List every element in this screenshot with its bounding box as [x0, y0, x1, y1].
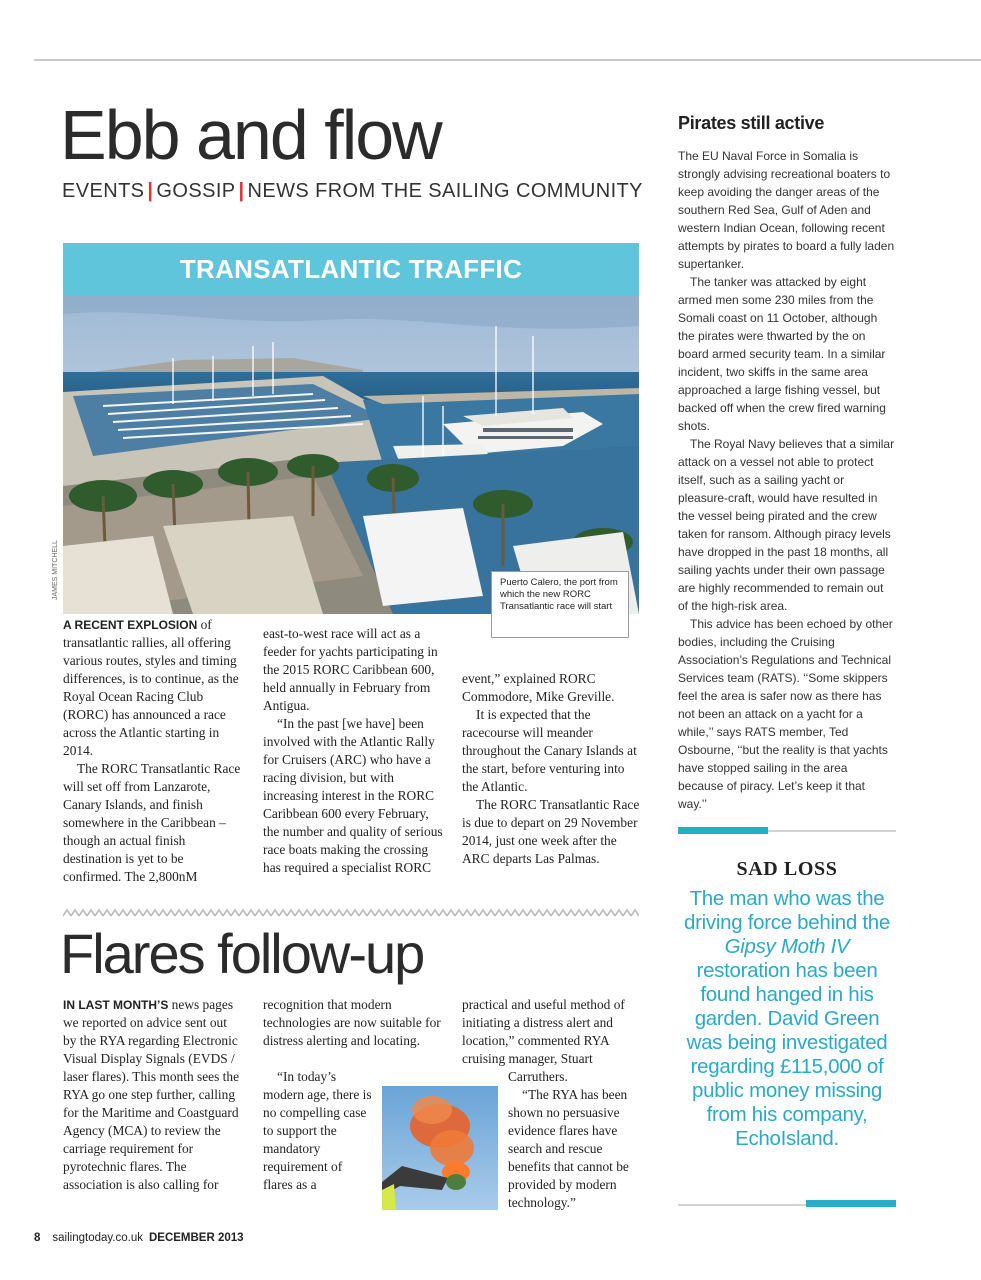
flare-photo [382, 1086, 498, 1210]
article-paragraph: It is expected that the racecourse will meander throughout the Canary Islands at the start, before venturing into the Atlantic. [462, 707, 637, 794]
subtitle-separator: | [238, 180, 245, 202]
article-paragraph: Carruthers. [508, 1069, 568, 1084]
sad-loss-text [676, 887, 898, 1151]
article-paragraph: “In today’s modern age, there is no compelling case to support the mandatory requirement of flares as a [263, 1069, 372, 1192]
sidebar-paragraph: The tanker was attacked by eight armed men some 230 miles from the Somali coast on 11 October, although the pirates were thwarted by the on board armed security team. In a similar incident, two skiffs in the same area approached a large fishing vessel, but backed off when the crew fired warning shots. [678, 275, 886, 433]
lead-in: IN LAST MONTH’S [63, 998, 169, 1012]
section-subtitle [62, 180, 643, 203]
top-rule [34, 59, 981, 61]
page-number: 8 [34, 1232, 41, 1244]
footer-website: sailingtoday.co.uk [52, 1232, 143, 1244]
article-paragraph: practical and useful method of initiating a distress alert and location,” commented RYA cruising manager, Stuart [462, 997, 625, 1066]
flares-column-3-wrap [508, 1068, 642, 1212]
article-column-2 [263, 625, 443, 877]
paragraph-text: of transatlantic rallies, all offering various routes, styles and timing differences, is to continue, as the Royal Ocean Racing Club (RORC) has announced a race across the Atlantic starting in 2014. [63, 617, 239, 758]
page-footer [34, 1232, 244, 1244]
subtitle-events: EVENTS [62, 180, 145, 202]
subtitle-separator: | [147, 180, 154, 202]
story-banner: TRANSATLANTIC TRAFFIC [63, 243, 639, 296]
article-paragraph [63, 996, 243, 1194]
flares-column-1 [63, 996, 243, 1194]
article-column-3 [462, 670, 640, 868]
sidebar-paragraph: The EU Naval Force in Somalia is strongly advising recreational boaters to keep avoiding the danger areas of the southern Red Sea, Gulf of Aden and western Indian Ocean, following recent attempts by pirates to board a fully laden supertanker. [678, 149, 895, 271]
marina-photo [63, 296, 639, 614]
article-column-1 [63, 616, 243, 886]
flares-column-2 [263, 996, 443, 1050]
sad-loss-text-part: restoration has been found hanged in his garden. David Green was being investigated regarding £115,000 of public money missing from his company, EchoIsland. [686, 959, 888, 1150]
sad-loss-text-part: The man who was the driving force behind the [684, 887, 890, 934]
sidebar-paragraph: This advice has been echoed by other bodies, including the Cruising Association’s Regulations and Technical Services team (RATS). ‘‘Some skippers feel the area is safer now as there has not been an attack on a yacht for a while,’’ says RATS member, Ted Osbourne, ‘‘but the reality is that yachts have stopped sailing in the area because of piracy. Let’s keep it that way.’’ [678, 617, 893, 811]
article-paragraph: “The RYA has been shown no persuasive evidence flares have search and rescue benefits that cannot be provided by modern technology.” [508, 1087, 629, 1210]
sidebar-paragraph: The Royal Navy believes that a similar attack on a vessel not able to protect itself, such as a sailing yacht or pleasure-craft, would have resulted in the vessel being pirated and the crew taken for ransom. Although piracy levels have dropped in the past 18 months, all sailing yachts under their own passage are highly recommended to remain out of the high-risk area. [678, 437, 895, 613]
zigzag-divider [63, 908, 639, 918]
section-title-flares: Flares follow-up [60, 922, 424, 985]
sad-loss-top-accent [678, 827, 768, 834]
article-paragraph: recognition that modern technologies are now suitable for distress alerting and locating. [263, 997, 441, 1048]
lead-in: A RECENT EXPLOSION [63, 618, 198, 632]
sad-loss-boat-name: Gipsy Moth IV [724, 935, 850, 958]
flares-column-3 [462, 996, 642, 1068]
article-paragraph: “In the past [we have] been involved with the Atlantic Rally for Cruisers (ARC) who have a racing division, but with increasing interest in the RORC Caribbean 600 every February, the number and quality of serious race boats making the crossing has required a specialist RORC [263, 716, 443, 875]
subtitle-gossip: GOSSIP [156, 180, 236, 202]
article-paragraph: event,” explained RORC Commodore, Mike Greville. [462, 671, 615, 704]
sidebar-article [678, 147, 896, 813]
sidebar-heading: Pirates still active [678, 113, 825, 133]
article-paragraph [63, 616, 243, 760]
footer-date: DECEMBER 2013 [148, 1232, 244, 1244]
section-title-ebb: Ebb and flow [60, 96, 441, 174]
paragraph-text: news pages we reported on advice sent out by the RYA regarding Electronic Visual Display Signals (EVDS / laser flares). This month sees the RYA go one step further, calling for the Maritime and Coastguard Agency (MCA) to review the carriage requirement for pyrotechnic flares. The association is also calling for [63, 997, 240, 1192]
photo-caption: Puerto Calero, the port from which the new RORC Transatlantic race will start [491, 571, 629, 638]
article-paragraph: east-to-west race will act as a feeder for yachts participating in the 2015 RORC Caribbean 600, held annually in February from Antigua. [263, 626, 438, 713]
flares-column-2-wrap [263, 1068, 373, 1194]
article-paragraph: The RORC Transatlantic Race is due to depart on 29 November 2014, just one week after the ARC departs Las Palmas. [462, 797, 640, 866]
subtitle-news: NEWS FROM THE SAILING COMMUNITY [247, 180, 643, 202]
photo-credit: JAMES MITCHELL [52, 540, 59, 600]
sad-loss-heading: SAD LOSS [736, 858, 838, 880]
sad-loss-bottom-accent [806, 1200, 896, 1207]
article-paragraph: The RORC Transatlantic Race will set off from Lanzarote, Canary Islands, and finish somewhere in the Caribbean – though an actual finish destination is yet to be confirmed. The 2,800nM [63, 761, 241, 884]
